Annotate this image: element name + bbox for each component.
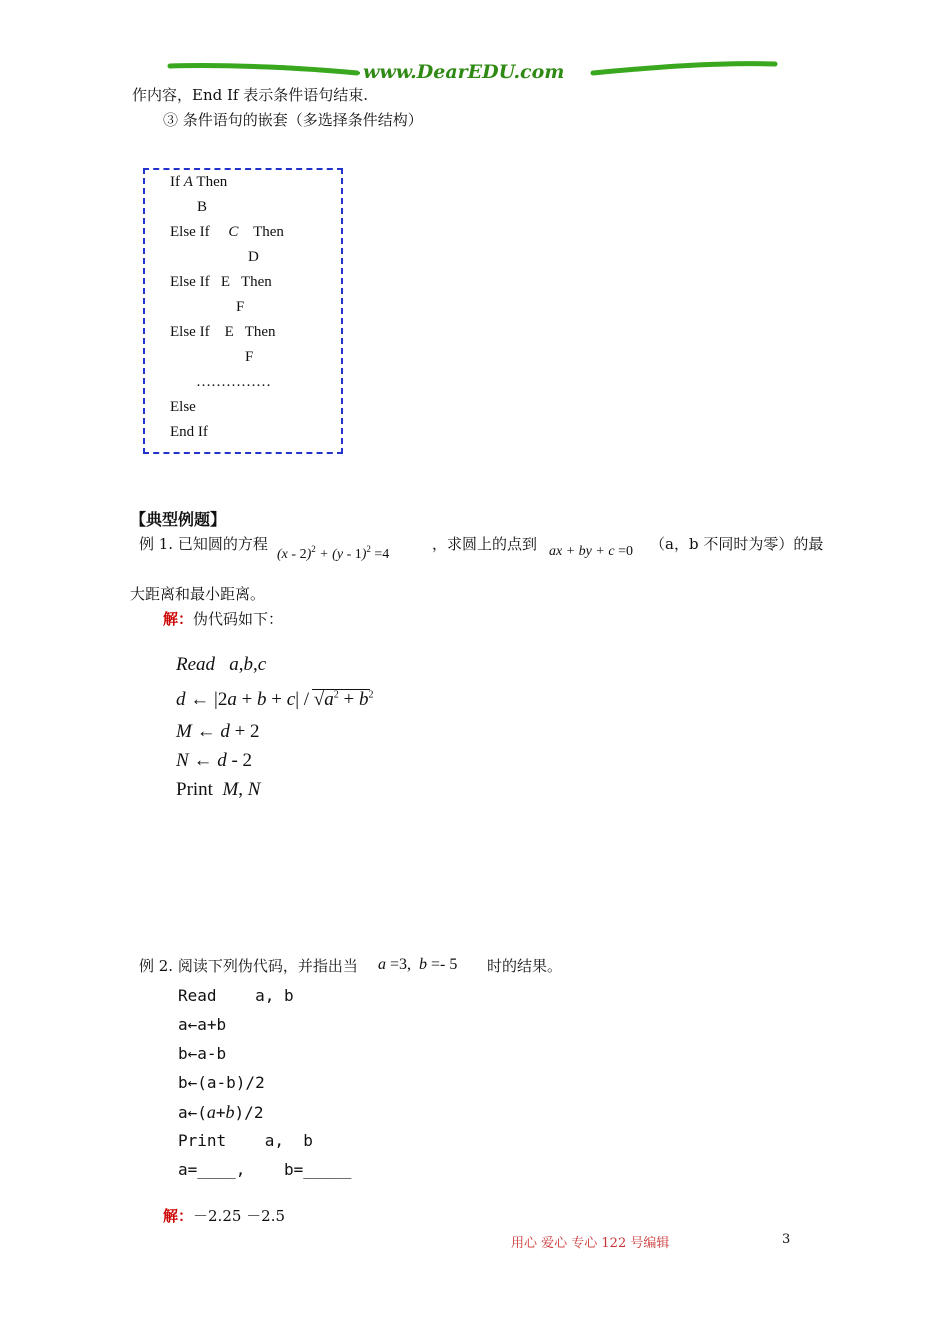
code-line: End If	[170, 424, 208, 440]
intro-line-1: 作内容，End If 表示条件语句结束.	[132, 86, 368, 104]
code-n-assign: N ← d - 2	[176, 750, 253, 771]
ex2-code-line: Read a, b	[178, 986, 294, 1005]
code-line: Else If C Then	[170, 224, 284, 240]
ex2-prefix: 例 2. 阅读下列伪代码，并指出当	[139, 957, 358, 975]
solution-label: 解：	[163, 610, 194, 628]
ex1-solution	[163, 608, 283, 629]
code-line: F	[236, 299, 245, 315]
line-equation: ax + by + c =0	[549, 544, 633, 559]
solution-text: 伪代码如下：	[193, 610, 284, 628]
code-line: B	[197, 199, 208, 215]
code-line: D	[248, 249, 259, 265]
ex1-suffix: （a，b 不同时为零）的最	[650, 535, 824, 553]
solution-text: －2.25 －2.5	[193, 1207, 286, 1225]
ex2-code-line: b←a-b	[178, 1044, 227, 1063]
solution-label: 解：	[163, 1207, 194, 1225]
ex2-condition: a =3, b =- 5	[378, 956, 458, 973]
ex2-code-line: a←(a+b)/2	[178, 1102, 264, 1122]
ex2-code-line: b←(a-b)/2	[178, 1073, 265, 1092]
code-line: Else If E Then	[170, 274, 272, 290]
section-title: 【典型例题】	[130, 510, 227, 529]
ex2-answer-blanks: a=____, b=_____	[178, 1160, 352, 1179]
site-logo: www.DearEDU.com	[363, 61, 565, 83]
code-line: Else If E Then	[170, 324, 276, 340]
ex1-prefix: 例 1. 已知圆的方程	[139, 535, 268, 553]
page-number: 3	[782, 1232, 791, 1247]
ex2-suffix: 时的结果。	[487, 957, 563, 975]
intro-line-2: ③ 条件语句的嵌套（多选择条件结构）	[163, 111, 423, 129]
header-banner	[165, 56, 780, 86]
code-line: F	[245, 349, 254, 365]
code-line: ……………	[196, 374, 271, 390]
code-print: Print M, N	[176, 779, 261, 800]
code-read: Read a,b,c	[176, 654, 267, 675]
footer-text: 用心 爱心 专心 122 号编辑	[511, 1236, 670, 1251]
sqrt-bar	[312, 689, 370, 690]
circle-equation: (x - 2)$^2$ + (y - 1)$^2$ =4	[277, 544, 390, 562]
code-m-assign: M ← d + 2	[176, 721, 260, 742]
ex2-code-line: Print a, b	[178, 1131, 313, 1150]
ex2-solution	[163, 1205, 285, 1226]
code-line: Else	[170, 399, 196, 415]
ex2-code-line: a←a+b	[178, 1015, 227, 1034]
code-line: If A Then	[170, 174, 228, 190]
ex1-line-2: 大距离和最小距离。	[130, 585, 266, 603]
code-d-assign: d ← $|2a + b + c| / √a^2 + b^2$	[176, 689, 374, 710]
ex1-middle: ，求圆上的点到	[432, 535, 538, 553]
